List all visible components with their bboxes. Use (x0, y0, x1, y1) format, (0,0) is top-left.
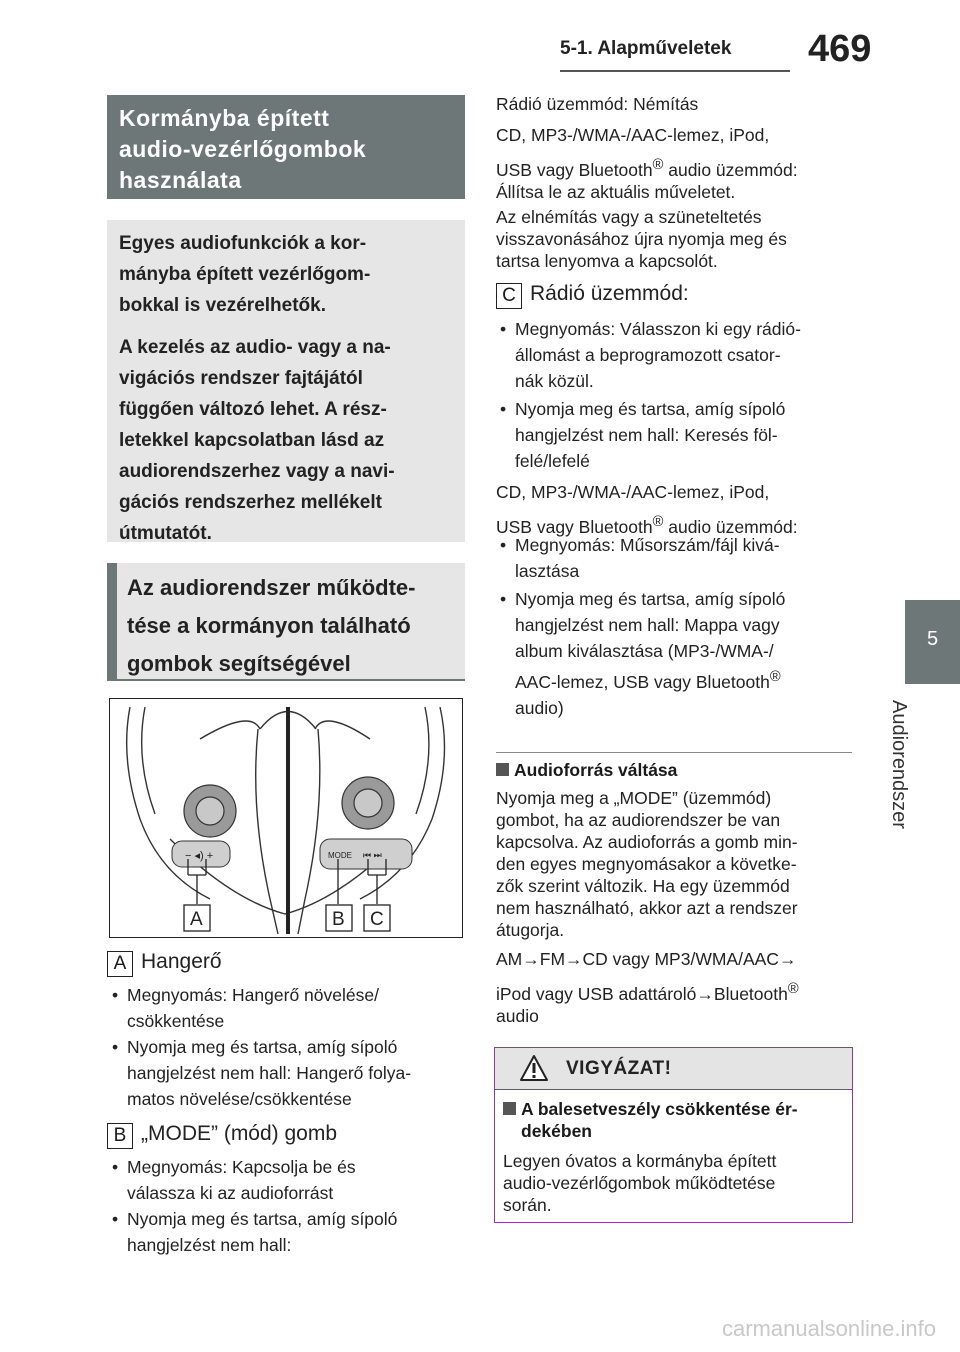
figure-label-c: C (370, 909, 384, 930)
figure-label-b: B (332, 909, 345, 930)
watermark: carmanualsonline.info (721, 1316, 936, 1341)
section-title: 5-1. Alapműveletek (560, 38, 732, 59)
chapter-tab-number: 5 (905, 600, 960, 684)
mode-button-text: MODE (328, 851, 352, 860)
caution-subheading: A balesetveszély csökkentése ér- dekében (503, 1098, 842, 1142)
cd-mode-bullets: • Megnyomás: Műsorszám/fájl kivá- lasztása • Nyomja meg és tartsa, amíg sípoló hangjelzést nem hall: Mappa vagy album kiválasztása (MP3-/WMA-/ AAC-lemez, USB vagy Bluetooth® audio) (498, 532, 854, 721)
square-bullet-icon (496, 763, 509, 776)
caution-title: VIGYÁZAT! (566, 1058, 672, 1079)
cd-mode-text-2: CD, MP3-/WMA-/AAC-lemez, iPod, USB vagy Bluetooth® audio üzemmód: (496, 482, 798, 537)
source-sequence: AM→FM→CD vagy MP3/WMA/AAC→ iPod vagy USB adattároló→Bluetooth® audio (496, 949, 799, 1026)
audio-source-switch-heading: Audioforrás váltása (496, 760, 856, 781)
unmute-text: Az elnémítás vagy a szüneteltetés visszavonásához újra nyomja meg és tartsa lenyomva a kapcsolót. (496, 207, 787, 271)
main-title-box: Kormányba épített audio-vezérlőgombok használata (107, 95, 465, 199)
figure-label-a: A (190, 909, 203, 930)
item-c-heading: C Rádió üzemmód: (496, 282, 689, 309)
item-a-bullets: • Megnyomás: Hangerő növelése/ csökkentése • Nyomja meg és tartsa, amíg sípoló hangjelzést nem hall: Hangerő folya- matos növelése/csökkentése (110, 982, 466, 1112)
chapter-tab-label: Audiorendszer (888, 700, 910, 829)
radio-mute-text: Rádió üzemmód: Némítás (496, 94, 699, 114)
svg-text:⏮ ⏭: ⏮ ⏭ (363, 850, 382, 860)
caution-box (494, 1047, 853, 1223)
item-c-bullets: • Megnyomás: Válasszon ki egy rádió- állomást a beprogramozott csator- nák közül. • Nyomja meg és tartsa, amíg sípoló hangjelzést nem hall: Keresés föl- felé/lefelé (498, 316, 854, 474)
steering-wheel-illustration (110, 699, 461, 936)
warning-triangle-icon (519, 1054, 549, 1082)
intro-box: Egyes audiofunkciók a kor- mányba épített vezérlőgom- bokkal is vezérelhetők. A kezelés az audio- vagy a na- vigációs rendszer fajtájától függően változó lehet. A rész- letekkel kapcsolatban lásd az audiorendszerhez vagy a navi- gációs rendszerhez mellékelt útmutatót. (107, 220, 465, 542)
audio-source-switch-body: Nyomja meg a „MODE” (üzemmód) gombot, ha az audiorendszer be van kapcsolva. Az audioforrás a gomb min- den egyes megnyomásakor a követke- zők szerint változik. Ha egy üzemmód nem használható, akkor azt a rendszer átugorja. (496, 788, 798, 940)
caution-body: Legyen óvatos a kormányba épített audio-vezérlőgombok működtetése során. (503, 1151, 777, 1215)
steering-wheel-figure (109, 698, 463, 938)
item-b-heading: B „MODE” (mód) gomb (107, 1122, 337, 1149)
item-a-heading: A Hangerő (107, 950, 222, 977)
header-rule (560, 70, 790, 72)
svg-text:− ◂) +: − ◂) + (185, 850, 214, 862)
item-b-bullets: • Megnyomás: Kapcsolja be és válassza ki az audioforrást • Nyomja meg és tartsa, amíg sípoló hangjelzést nem hall: (110, 1154, 466, 1258)
section-divider (496, 752, 852, 753)
subsection-title-box: Az audiorendszer működte- tése a kormányon található gombok segítségével (107, 563, 465, 681)
cd-mode-text: CD, MP3-/WMA-/AAC-lemez, iPod, USB vagy Bluetooth® audio üzemmód: Állítsa le az aktuális műveletet. (496, 125, 798, 202)
square-bullet-icon (503, 1102, 516, 1115)
page-number: 469 (808, 28, 872, 70)
